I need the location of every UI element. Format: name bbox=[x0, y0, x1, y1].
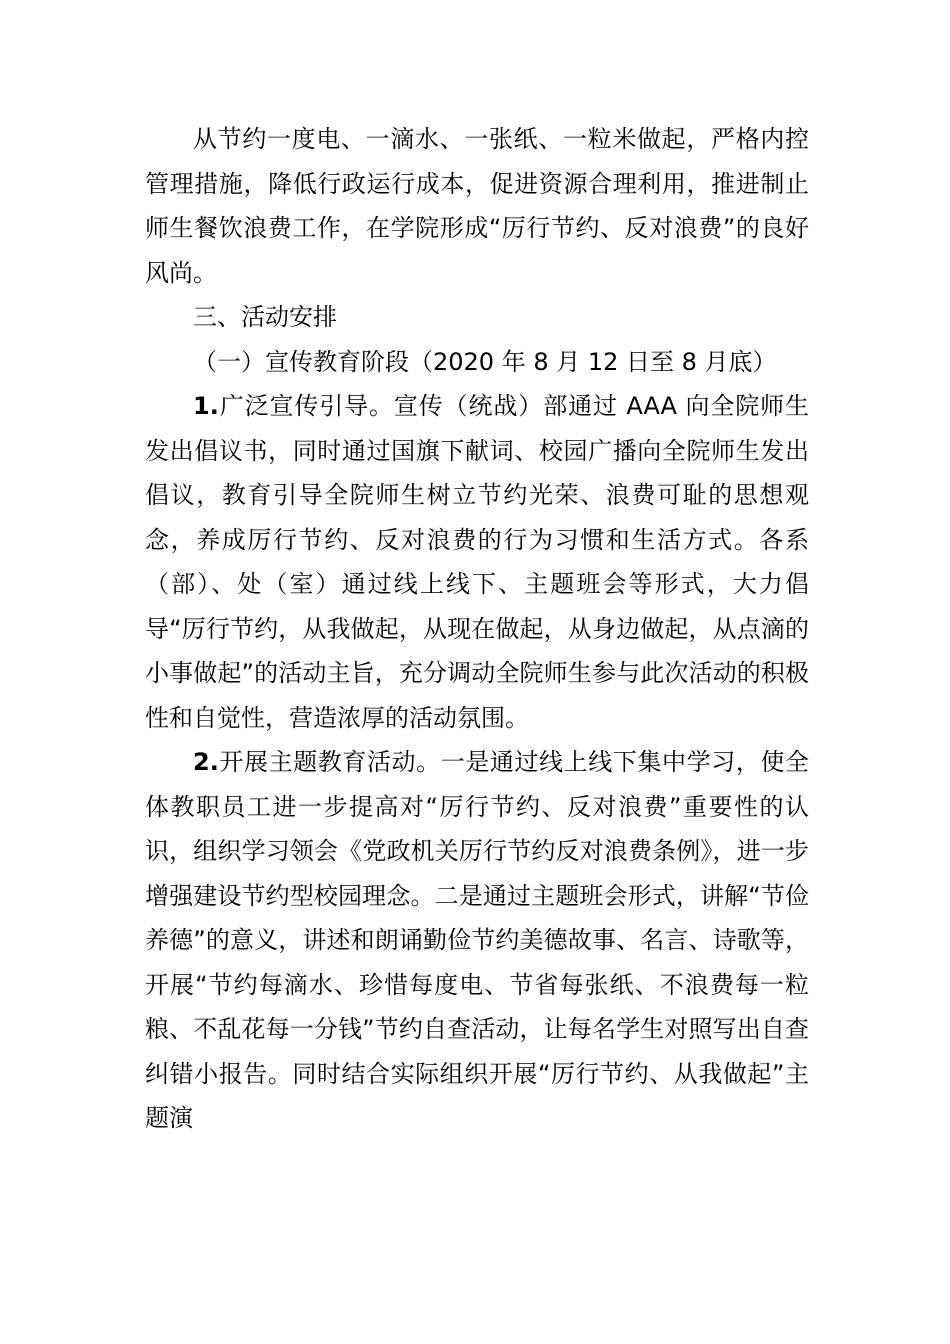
paragraph-text: 开展主题教育活动。一是通过线上线下集中学习，使全体教职员工进一步提高对“厉行节约、反对浪费”重要性的认识，组织学习领会《党政机关厉行节约反对浪费条例》，进一步增强建设节约型校园理念。二是通过主题班会形式，讲解“节俭养德”的意义，讲述和朗诵勤俭节约美德故事、名言、诗歌等，开展“节约每滴水、珍惜每度电、节省每张纸、不浪费每一粒粮、不乱花每一分钱”节约自查活动，让每名学生对照写出自查纠错小报告。同时结合实际组织开展“厉行节约、从我做起”主题演 bbox=[145, 748, 809, 1132]
section-heading-text: 三、活动安排 bbox=[193, 303, 337, 331]
subsection-heading-text: （一）宣传教育阶段（2020 年 8 月 12 日至 8 月底） bbox=[193, 347, 777, 376]
item-number: 2. bbox=[193, 748, 219, 776]
paragraph-text: 广泛宣传引导。宣传（统战）部通过 AAA 向全院师生发出倡议书，同时通过国旗下献词、校园广播向全院师生发出倡议，教育引导全院师生树立节约光荣、浪费可耻的思想观念，养成厉行节约、反对浪费的行为习惯和生活方式。各系（部）、处（室）通过线上线下、主题班会等形式，大力倡导“厉行节约，从我做起，从现在做起，从身边做起，从点滴的小事做起”的活动主旨，充分调动全院师生参与此次活动的积极性和自觉性，营造浓厚的活动氛围。 bbox=[145, 392, 809, 732]
paragraph-intro bbox=[145, 117, 809, 295]
paragraph-item-1 bbox=[145, 384, 809, 740]
item-number: 1. bbox=[193, 392, 219, 420]
section-heading bbox=[145, 295, 809, 340]
document-body bbox=[145, 117, 809, 1141]
subsection-heading bbox=[145, 340, 809, 385]
paragraph-text: 从节约一度电、一滴水、一张纸、一粒米做起，严格内控管理措施，降低行政运行成本，促进资源合理利用，推进制止师生餐饮浪费工作，在学院形成“厉行节约、反对浪费”的良好风尚。 bbox=[145, 125, 809, 287]
paragraph-item-2 bbox=[145, 740, 809, 1141]
